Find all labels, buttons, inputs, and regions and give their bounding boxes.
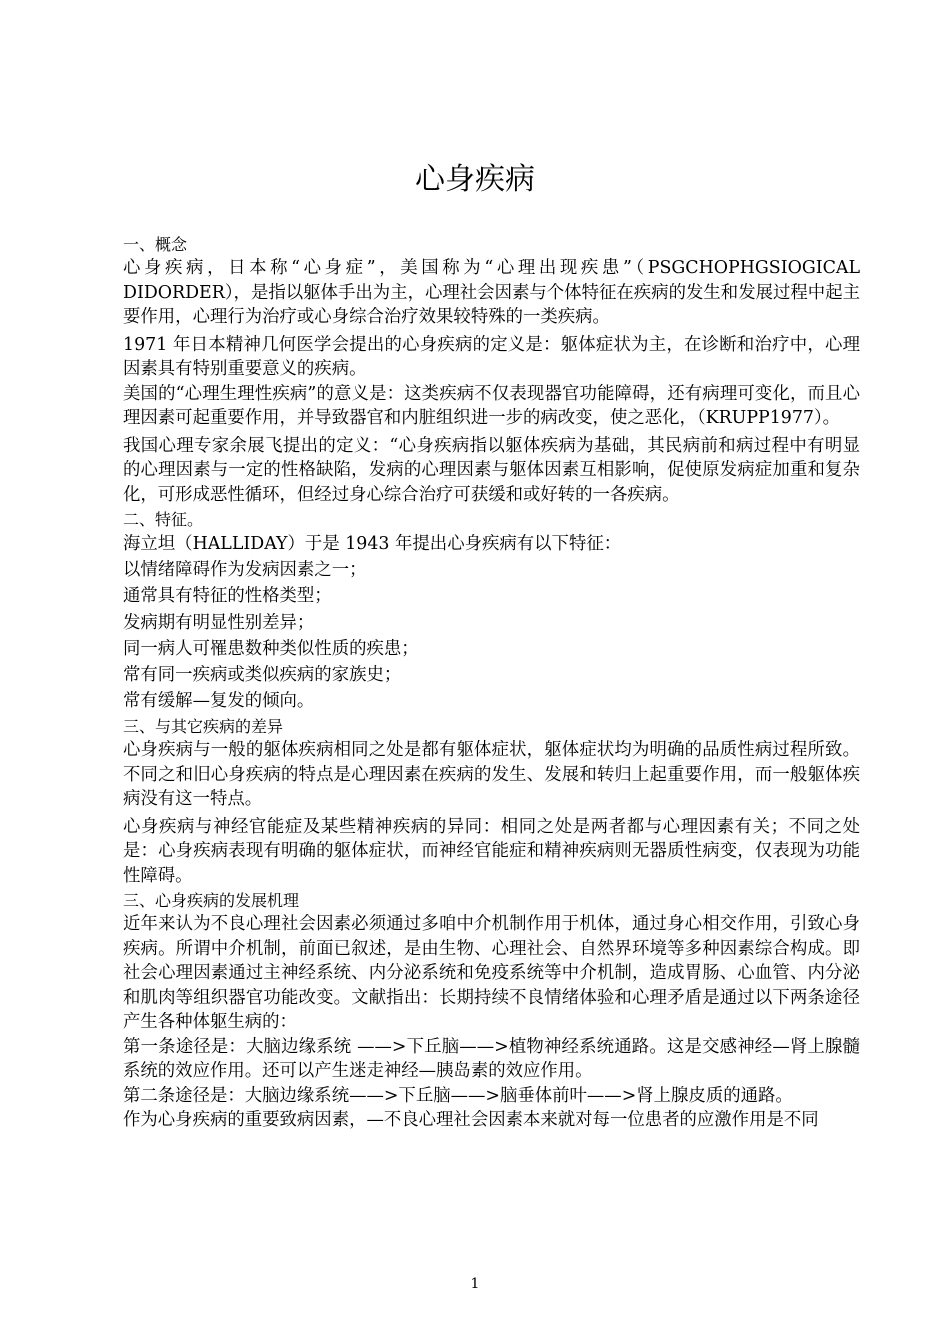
section-heading-features: 二、特征。 — [123, 510, 204, 529]
paragraph-pathway-two: 第二条途径是：大脑边缘系统——>下丘脑——>脑垂体前叶——>肾上腺皮质的通路。 — [123, 1085, 793, 1106]
feature-item: 同一病人可罹患数种类似性质的疾患； — [123, 638, 419, 659]
feature-item: 通常具有特征的性格类型； — [123, 586, 332, 607]
features-intro: 海立坦（HALLIDAY）于是 1943 年提出心身疾病有以下特征： — [123, 534, 622, 554]
paragraph-japan-definition: 1971 年日本精神几何医学会提出的心身疾病的定义是：躯体症状为主，在诊断和治疗中，心理因素具有特别重要意义的疾病。 — [123, 334, 860, 379]
paragraph-vs-neurosis: 心身疾病与神经官能症及某些精神疾病的异同：相同之处是两者都与心理因素有关；不同之处是：心身疾病表现有明确的躯体症状，而神经官能症和精神疾病则无器质性病变，仅表现为功能性障碍。 — [123, 816, 860, 886]
paragraph-mechanism: 近年来认为不良心理社会因素必须通过多咱中介机制作用于机体，通过身心相交作用，引致心身疾病。所谓中介机制，前面已叙述，是由生物、心理社会、自然界环境等多种因素综合构成。即社会心理因素通过主神经系统、内分泌系统和免疫系统等中介机制，造成胃肠、心血管、内分泌和肌肉等组织器官功能改变。文献指出：长期持续不良情绪体验和心理矛盾是通过以下两条途径产生各种体躯生病的： — [123, 914, 860, 1033]
feature-item: 以情绪障碍作为发病因素之一； — [123, 560, 367, 581]
page-number: 1 — [470, 1276, 480, 1292]
section-heading-mechanism: 三、心身疾病的发展机理 — [123, 891, 300, 911]
feature-item: 常有缓解—复发的倾向。 — [123, 691, 315, 712]
paragraph-vs-somatic: 心身疾病与一般的躯体疾病相同之处是都有躯体症状，躯体症状均为明确的品质性病过程所致。不同之和旧心身疾病的特点是心理因素在疾病的发生、发展和转归上起重要作用，而一般躯体疾病没有这一特点。 — [123, 740, 860, 810]
paragraph-china-definition: 我国心理专家余展飞提出的定义：“心身疾病指以躯体疾病为基础，其民病前和病过程中有明显的心理因素与一定的性格缺陷，发病的心理因素与躯体因素互相影响，促使原发病症加重和复杂化，可形成恶性循环，但经过身心综合治疗可获缓和或好转的一各疾病。 — [123, 435, 860, 505]
document-title: 心身疾病 — [415, 162, 535, 197]
paragraph-us-definition: 美国的“心理生理性疾病”的意义是：这类疾病不仅表现器官功能障碍，还有病理可变化，而且心理因素可起重要作用，并导致器官和内脏组织进一步的病改变，使之恶化，（KRUPP1977）。 — [123, 383, 860, 428]
document-body — [123, 232, 860, 1133]
paragraph-definition: 心身疾病，日本称“心身症”，美国称为“心理出现疾患”（PSGCHOPHGSIOGICAL DIDORDER），是指以躯体手出为主，心理社会因素与个体特征在疾病的发生和发展过程中起主要作用，心理行为治疗或心身综合治疗效果较特殊的一类疾病。 — [123, 258, 860, 327]
paragraph-continued: 作为心身疾病的重要致病因素，—不良心理社会因素本来就对每一位患者的应激作用是不同 — [123, 1110, 819, 1131]
section-heading-concept: 一、概念 — [123, 235, 188, 254]
paragraph-pathway-one: 第一条途径是：大脑边缘系统 ——>下丘脑——>植物神经系统通路。这是交感神经—肾上腺髓系统的效应作用。还可以产生迷走神经—胰岛素的效应作用。 — [123, 1036, 860, 1082]
section-heading-differences: 三、与其它疾病的差异 — [123, 717, 284, 737]
feature-item: 发病期有明显性别差异； — [123, 612, 315, 633]
feature-item: 常有同一疾病或类似疾病的家族史； — [123, 665, 402, 686]
